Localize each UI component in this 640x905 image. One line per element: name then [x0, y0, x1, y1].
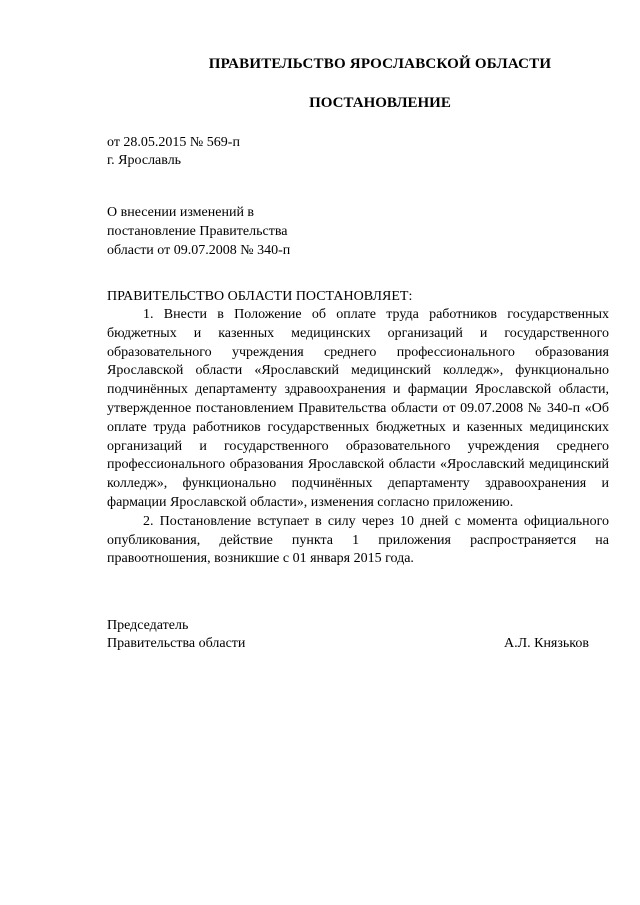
government-title: ПРАВИТЕЛЬСТВО ЯРОСЛАВСКОЙ ОБЛАСТИ	[208, 56, 552, 72]
paragraph-1: 1. Внести в Положение об оплате труда работников государственных бюджетных и казенных медицинских организаций и государственного образовательного учреждения среднего профессионального образования Ярославской области «Ярославский медицинский колледж», функционально подчинённых департаменту здравоохранения и фармации Ярославской области, утвержденное постановлением Правительства области от 09.07.2008 № 340-п «Об оплате труда работников государственных бюджетных и казенных медицинских организаций и государственного образовательного учреждения среднего профессионального образования Ярославской области «Ярославский медицинский колледж», функционально подчинённых департаменту здравоохранения и фармации Ярославской области», изменения согласно приложению.	[107, 307, 609, 510]
subject-line: области от 09.07.2008 № 340-п	[107, 243, 291, 258]
signature-title-line1: Председатель	[107, 618, 189, 633]
date-number: от 28.05.2015 № 569-п	[107, 135, 240, 150]
subject-line: постановление Правительства	[107, 224, 288, 239]
signatory-name: А.Л. Князьков	[504, 636, 589, 651]
document-body	[107, 306, 609, 569]
paragraph-2: 2. Постановление вступает в силу через 10 дней с момента официального опубликования, действие пункта 1 приложения распространяется на правоотношения, возникшие с 01 января 2015 года.	[107, 513, 609, 567]
city: г. Ярославль	[107, 153, 182, 168]
document-subject	[107, 203, 290, 260]
signature-title-line2: Правительства области	[107, 636, 246, 651]
subject-line: О внесении изменений в	[107, 205, 255, 220]
document-type-title: ПОСТАНОВЛЕНИЕ	[309, 95, 451, 111]
document-meta	[107, 134, 240, 170]
signature-block	[107, 617, 589, 653]
decree-line: ПРАВИТЕЛЬСТВО ОБЛАСТИ ПОСТАНОВЛЯЕТ:	[107, 289, 413, 304]
signature-row	[107, 635, 589, 653]
